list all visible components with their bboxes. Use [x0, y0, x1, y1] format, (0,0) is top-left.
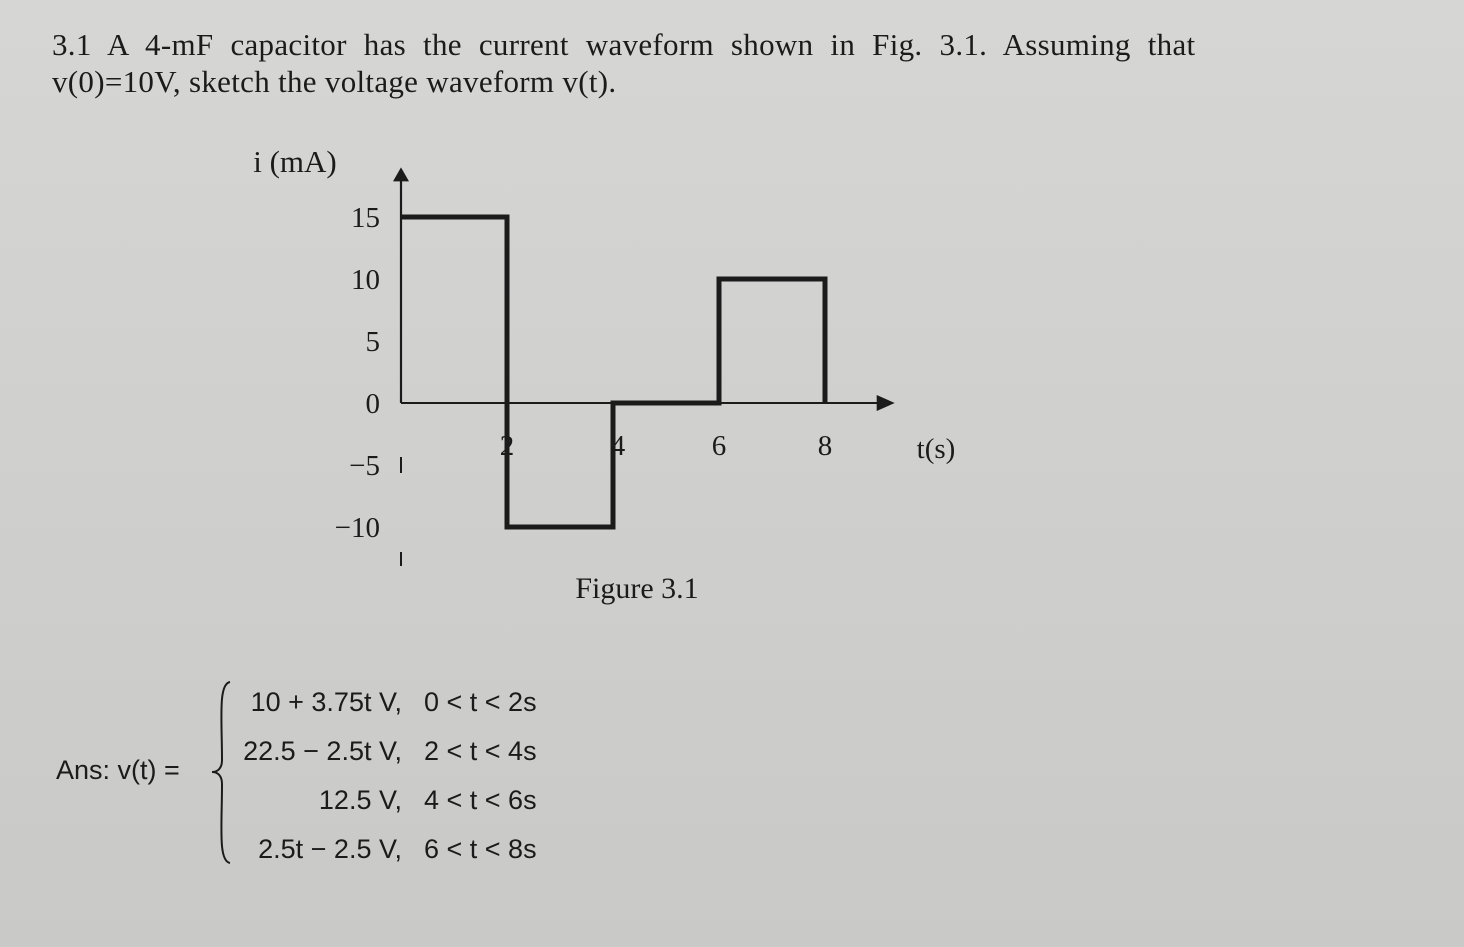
y-tick-label: −10 — [334, 512, 380, 544]
case-expression: 12.5 V, — [318, 785, 402, 815]
case-expression: 22.5 − 2.5t V, — [243, 736, 402, 766]
y-tick-label: 5 — [365, 326, 380, 358]
x-tick-label: 6 — [711, 430, 727, 462]
problem-line-1: 3.1 A 4-mF capacitor has the current waveform shown in Fig. 3.1. Assuming that — [52, 27, 1196, 62]
y-tick-label: 15 — [351, 202, 380, 234]
case-condition: 4 < t < 6s — [424, 785, 537, 815]
y-tick-label: −5 — [349, 450, 380, 482]
case-expression: 10 + 3.75t V, — [250, 687, 402, 717]
case-expression: 2.5t − 2.5 V, — [258, 834, 402, 864]
x-tick-label: 4 — [610, 430, 626, 462]
x-tick-label: 8 — [817, 430, 833, 462]
case-condition: 2 < t < 4s — [424, 736, 537, 766]
y-tick-label: 10 — [351, 264, 380, 296]
case-condition: 6 < t < 8s — [424, 834, 537, 864]
x-axis-label: t(s) — [916, 433, 956, 465]
case-condition: 0 < t < 2s — [424, 687, 537, 717]
figure-caption: Figure 3.1 — [575, 572, 699, 605]
answer-lhs: Ans: v(t) = — [56, 755, 180, 785]
y-axis-label: i (mA) — [253, 144, 337, 179]
y-tick-label: 0 — [365, 388, 380, 420]
x-tick-label: 2 — [499, 430, 515, 462]
problem-line-2: v(0)=10V, sketch the voltage waveform v(t). — [52, 64, 617, 99]
